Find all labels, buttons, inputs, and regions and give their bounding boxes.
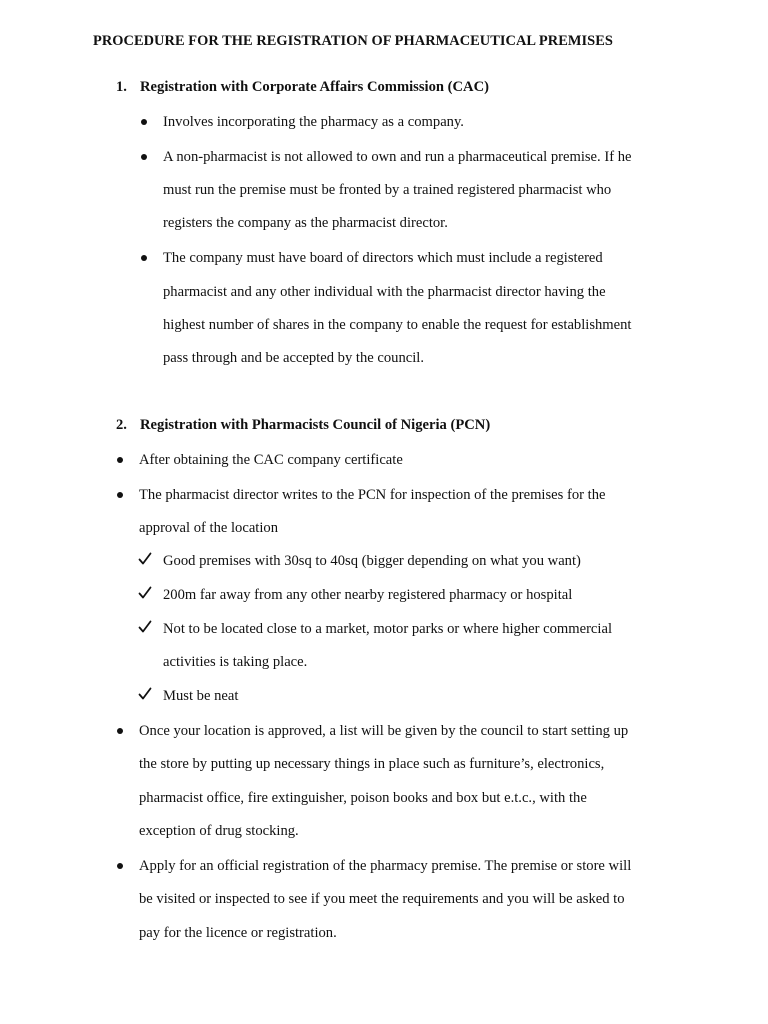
checkmark-icon [138,620,152,634]
section-2-bullet-3-line-1: Once your location is approved, a list will be given by the council to start setting up [139,723,629,739]
section-2-bullet-4-line-3: pay for the licence or registration. [139,925,337,941]
section-1-bullet-2-line-1: A non-pharmacist is not allowed to own and run a pharmaceutical premise. If he [163,149,632,165]
section-1-bullet-3-line-1: The company must have board of directors which must include a registered [163,250,603,266]
checkmark-icon [138,586,152,600]
bullet-icon [117,457,123,463]
section-2-bullet-1: After obtaining the CAC company certificate [139,452,403,468]
section-2-bullet-2-line-1: The pharmacist director writes to the PCN for inspection of the premises for the [139,487,606,503]
page-title: PROCEDURE FOR THE REGISTRATION OF PHARMACEUTICAL PREMISES [93,33,613,49]
section-2-bullet-4-line-2: be visited or inspected to see if you meet the requirements and you will be asked to [139,891,625,907]
bullet-icon [141,255,147,261]
section-1-bullet-3-line-4: pass through and be accepted by the council. [163,350,424,366]
section-2-heading: Registration with Pharmacists Council of Nigeria (PCN) [140,417,491,433]
section-1-bullet-3-line-2: pharmacist and any other individual with the pharmacist director having the [163,284,606,300]
check-item-3-line-2: activities is taking place. [163,654,308,670]
section-1-bullet-3-line-3: highest number of shares in the company to enable the request for establishment [163,317,632,333]
section-2-bullet-2-line-2: approval of the location [139,520,278,536]
bullet-icon [141,119,147,125]
section-1-number: 1. [116,79,127,95]
section-2-bullet-3-line-3: pharmacist office, fire extinguisher, poison books and box but e.t.c., with the [139,790,587,806]
bullet-icon [117,492,123,498]
section-1-heading: Registration with Corporate Affairs Commission (CAC) [140,79,489,95]
check-item-3-line-1: Not to be located close to a market, motor parks or where higher commercial [163,621,613,637]
section-2-bullet-3-line-2: the store by putting up necessary things in place such as furniture’s, electronics, [139,756,605,772]
bullet-icon [117,728,123,734]
bullet-icon [117,863,123,869]
check-item-1: Good premises with 30sq to 40sq (bigger depending on what you want) [163,553,581,569]
section-1-bullet-2-line-2: must run the premise must be fronted by a trained registered pharmacist who [163,182,612,198]
checkmark-icon [138,552,152,566]
check-item-2: 200m far away from any other nearby registered pharmacy or hospital [163,587,573,603]
section-2-bullet-3-line-4: exception of drug stocking. [139,823,299,839]
section-2-bullet-4-line-1: Apply for an official registration of the pharmacy premise. The premise or store will [139,858,632,874]
check-item-4: Must be neat [163,688,239,704]
bullet-icon [141,154,147,160]
checkmark-icon [138,687,152,701]
section-2-number: 2. [116,417,127,433]
section-1-bullet-1-line-1: Involves incorporating the pharmacy as a company. [163,114,464,130]
section-1-bullet-2-line-3: registers the company as the pharmacist director. [163,215,448,231]
